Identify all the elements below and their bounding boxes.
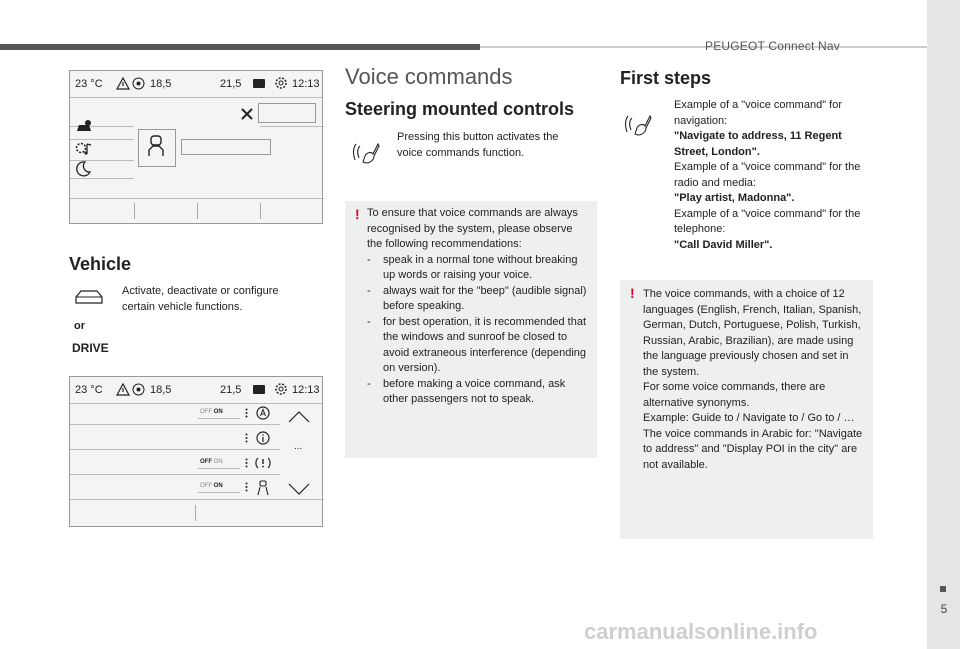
driver-profile-icon: [146, 135, 166, 157]
vehicle-title: Vehicle: [69, 254, 132, 274]
synonyms-paragraph: For some voice commands, there are alternative synonyms.: [643, 381, 826, 409]
temperature-readout: 23 °C: [75, 78, 103, 90]
car-settings-icon[interactable]: [75, 119, 93, 135]
more-icon: [245, 458, 248, 468]
scroll-down-icon[interactable]: [288, 483, 310, 495]
status-bar: [70, 377, 322, 404]
watermark: carmanualsonline.info: [584, 619, 818, 644]
warning-exclamation-icon: !: [630, 285, 635, 301]
more-icon: [245, 433, 248, 443]
recommendations-text: [367, 206, 589, 408]
arabic-paragraph: The voice commands in Arabic for: "Navigate to address" and "Display POI in the city" are not available.: [643, 427, 863, 471]
close-icon[interactable]: [241, 108, 253, 120]
right-temperature: 21,5: [220, 78, 242, 90]
vehicle-functions-screen: [69, 376, 323, 527]
warning-exclamation-icon: !: [355, 206, 360, 222]
languages-paragraph: The voice commands, with a choice of 12 languages (English, French, Italian, Spanish, German, Dutch, Portuguese, Polish, Turkish, Russian, Arabic, Brazilian), are made using the language previously chosen and set in the system.: [643, 288, 862, 378]
speed-assist-icon: [256, 405, 270, 421]
top-field[interactable]: [258, 103, 316, 123]
page-marker: [940, 586, 946, 592]
right-temperature: 21,5: [220, 384, 242, 396]
phone-icon: [252, 77, 266, 90]
telephone-example-command: "Call David Miller".: [674, 238, 773, 251]
first-steps-examples: [674, 98, 864, 253]
audio-settings-icon[interactable]: [75, 141, 93, 157]
navigation-example-command: "Navigate to address, 11 Regent Street, London".: [674, 130, 842, 158]
navigation-example-label: Example of a "voice command" for navigation:: [674, 99, 842, 127]
vehicle-menu-screen: [69, 70, 323, 224]
brand-label: PEUGEOT Connect Nav: [705, 39, 840, 53]
scroll-up-icon[interactable]: [288, 411, 310, 423]
navigation-target-icon: [132, 383, 145, 396]
recommendations-intro: To ensure that voice commands are always recognised by the system, please observe the following recommendations:: [367, 207, 578, 250]
page-sidebar: [927, 0, 960, 649]
lane-assist-icon: [256, 480, 270, 496]
navigation-target-icon: [132, 77, 145, 90]
more-icon: [245, 482, 248, 492]
page-number: 5: [940, 602, 948, 616]
clock: 12:13: [292, 78, 320, 90]
first-steps-title: First steps: [620, 68, 712, 88]
more-items-label: ...: [294, 441, 303, 452]
car-icon: [74, 288, 104, 306]
voice-commands-title: Voice commands: [345, 64, 513, 89]
radio-example-command: "Play artist, Madonna".: [674, 192, 795, 204]
header-rule: [480, 46, 927, 48]
status-bar: [70, 71, 322, 98]
night-mode-icon[interactable]: [75, 161, 91, 177]
left-temperature: 18,5: [150, 78, 172, 90]
recommendation-item: - speak in a normal tone without breaking up words or raising your voice.: [367, 253, 589, 284]
clock: 12:13: [292, 384, 320, 396]
alert-icon: [256, 456, 270, 470]
profile-name-field[interactable]: [181, 139, 271, 155]
voice-command-icon: [352, 138, 382, 166]
voice-command-icon: [624, 110, 654, 138]
recommendation-item: - for best operation, it is recommended that the windows and sunroof be closed to avoid extraneous interference (depending on version).: [367, 315, 589, 377]
warning-icon: [116, 77, 130, 90]
vehicle-description: Activate, deactivate or configure certain vehicle functions.: [122, 285, 279, 313]
temperature-readout: 23 °C: [75, 384, 103, 396]
synonym-example: Example: Guide to / Navigate to / Go to / …: [643, 412, 855, 424]
recommendation-item: - before making a voice command, ask other passengers not to speak.: [367, 377, 589, 408]
left-temperature: 18,5: [150, 384, 172, 396]
info-icon: [256, 431, 270, 445]
toggle-2[interactable]: OFF ON: [200, 459, 223, 465]
telephone-example-label: Example of a "voice command" for the telephone:: [674, 207, 861, 235]
header-bar: [0, 44, 480, 50]
languages-text: [643, 287, 865, 473]
radio-example-label: Example of a "voice command" for the radio and media:: [674, 161, 861, 189]
drive-label: DRIVE: [72, 341, 109, 355]
settings-icon: [274, 382, 288, 396]
more-icon: [245, 408, 248, 418]
steering-controls-title: Steering mounted controls: [345, 99, 575, 119]
toggle-1[interactable]: OFF ON: [200, 409, 223, 415]
recommendation-item: - always wait for the "beep" (audible signal) before speaking.: [367, 284, 589, 315]
phone-icon: [252, 383, 266, 396]
settings-icon: [274, 76, 288, 90]
steering-text: Pressing this button activates the voice commands function.: [397, 131, 559, 159]
or-label: or: [74, 320, 85, 332]
toggle-3[interactable]: OFF ON: [200, 483, 223, 489]
warning-icon: [116, 383, 130, 396]
